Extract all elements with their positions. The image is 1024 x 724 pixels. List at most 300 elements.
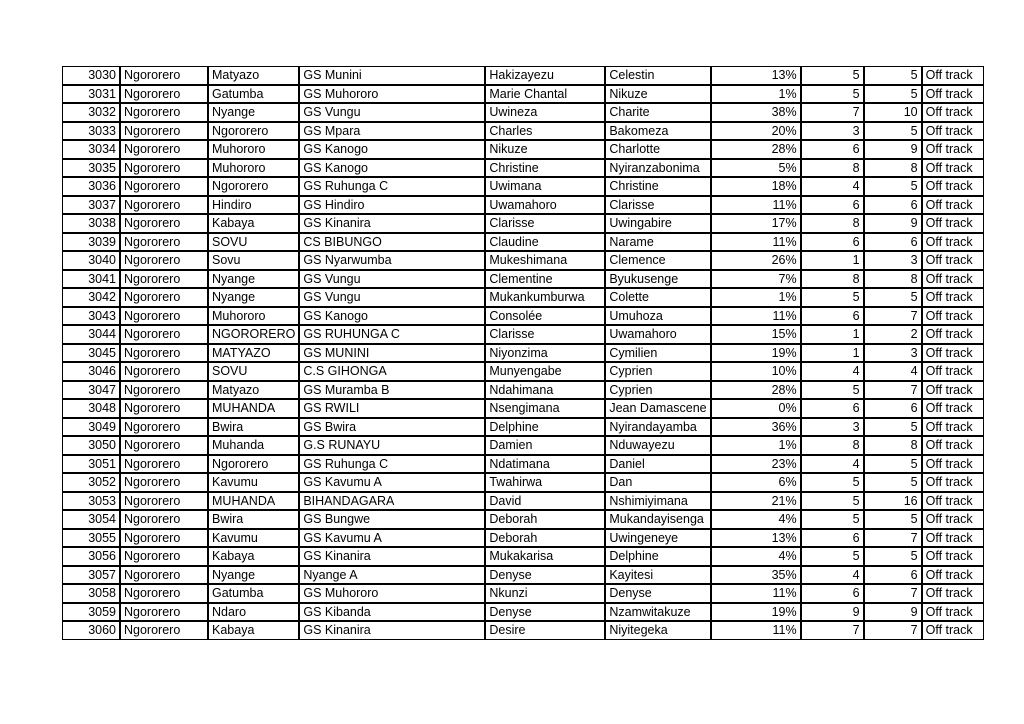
cell-num_b: 3 bbox=[864, 344, 922, 363]
cell-num_b: 5 bbox=[864, 177, 922, 196]
cell-school: GS Kinanira bbox=[299, 621, 485, 640]
cell-last_name: Byukusenge bbox=[605, 270, 710, 289]
cell-status: Off track bbox=[922, 381, 984, 400]
table-row bbox=[62, 325, 984, 344]
table-row bbox=[62, 603, 984, 622]
cell-percent: 11% bbox=[711, 196, 801, 215]
cell-num_b: 7 bbox=[864, 307, 922, 326]
cell-num_b: 6 bbox=[864, 233, 922, 252]
cell-sector: Kabaya bbox=[208, 214, 299, 233]
cell-percent: 23% bbox=[711, 455, 801, 474]
cell-sector: MATYAZO bbox=[208, 344, 299, 363]
cell-num_a: 8 bbox=[801, 436, 864, 455]
cell-id: 3030 bbox=[62, 66, 120, 85]
cell-district: Ngororero bbox=[120, 566, 208, 585]
cell-percent: 18% bbox=[711, 177, 801, 196]
cell-num_a: 3 bbox=[801, 418, 864, 437]
cell-num_b: 5 bbox=[864, 418, 922, 437]
cell-sector: Ngororero bbox=[208, 455, 299, 474]
cell-percent: 1% bbox=[711, 288, 801, 307]
cell-id: 3057 bbox=[62, 566, 120, 585]
cell-id: 3060 bbox=[62, 621, 120, 640]
cell-district: Ngororero bbox=[120, 547, 208, 566]
cell-last_name: Cymilien bbox=[605, 344, 710, 363]
cell-school: GS RWILI bbox=[299, 399, 485, 418]
cell-district: Ngororero bbox=[120, 288, 208, 307]
cell-percent: 28% bbox=[711, 140, 801, 159]
cell-id: 3041 bbox=[62, 270, 120, 289]
cell-status: Off track bbox=[922, 436, 984, 455]
cell-first_name: Denyse bbox=[485, 603, 605, 622]
cell-first_name: Desire bbox=[485, 621, 605, 640]
cell-id: 3049 bbox=[62, 418, 120, 437]
cell-sector: Ndaro bbox=[208, 603, 299, 622]
cell-first_name: Uwineza bbox=[485, 103, 605, 122]
cell-id: 3053 bbox=[62, 492, 120, 511]
cell-school: GS Vungu bbox=[299, 288, 485, 307]
cell-id: 3045 bbox=[62, 344, 120, 363]
cell-id: 3031 bbox=[62, 85, 120, 104]
cell-percent: 36% bbox=[711, 418, 801, 437]
cell-percent: 5% bbox=[711, 159, 801, 178]
cell-first_name: Uwamahoro bbox=[485, 196, 605, 215]
cell-num_b: 7 bbox=[864, 381, 922, 400]
cell-percent: 38% bbox=[711, 103, 801, 122]
cell-first_name: Uwimana bbox=[485, 177, 605, 196]
cell-last_name: Niyitegeka bbox=[605, 621, 710, 640]
cell-id: 3054 bbox=[62, 510, 120, 529]
cell-district: Ngororero bbox=[120, 362, 208, 381]
cell-school: GS Kavumu A bbox=[299, 529, 485, 548]
cell-num_a: 8 bbox=[801, 159, 864, 178]
cell-num_b: 9 bbox=[864, 140, 922, 159]
cell-district: Ngororero bbox=[120, 307, 208, 326]
cell-percent: 20% bbox=[711, 122, 801, 141]
cell-sector: NGORORERO bbox=[208, 325, 299, 344]
table-row bbox=[62, 529, 984, 548]
cell-id: 3051 bbox=[62, 455, 120, 474]
cell-num_b: 10 bbox=[864, 103, 922, 122]
cell-num_a: 6 bbox=[801, 399, 864, 418]
cell-sector: Ngororero bbox=[208, 122, 299, 141]
cell-school: GS Vungu bbox=[299, 270, 485, 289]
cell-num_a: 6 bbox=[801, 307, 864, 326]
cell-status: Off track bbox=[922, 473, 984, 492]
cell-num_b: 5 bbox=[864, 122, 922, 141]
cell-sector: Muhororo bbox=[208, 159, 299, 178]
cell-status: Off track bbox=[922, 85, 984, 104]
cell-school: GS Munini bbox=[299, 66, 485, 85]
cell-school: GS Kinanira bbox=[299, 547, 485, 566]
cell-status: Off track bbox=[922, 307, 984, 326]
cell-status: Off track bbox=[922, 492, 984, 511]
cell-last_name: Clemence bbox=[605, 251, 710, 270]
cell-first_name: Ndatimana bbox=[485, 455, 605, 474]
cell-num_b: 16 bbox=[864, 492, 922, 511]
table-row bbox=[62, 251, 984, 270]
cell-num_a: 7 bbox=[801, 103, 864, 122]
cell-percent: 1% bbox=[711, 436, 801, 455]
cell-sector: Muhororo bbox=[208, 307, 299, 326]
cell-num_b: 5 bbox=[864, 85, 922, 104]
cell-num_a: 5 bbox=[801, 473, 864, 492]
cell-num_a: 5 bbox=[801, 85, 864, 104]
cell-last_name: Kayitesi bbox=[605, 566, 710, 585]
cell-last_name: Cyprien bbox=[605, 362, 710, 381]
cell-last_name: Denyse bbox=[605, 584, 710, 603]
cell-num_b: 5 bbox=[864, 510, 922, 529]
cell-status: Off track bbox=[922, 566, 984, 585]
cell-first_name: Nikuze bbox=[485, 140, 605, 159]
cell-status: Off track bbox=[922, 603, 984, 622]
cell-status: Off track bbox=[922, 325, 984, 344]
cell-percent: 15% bbox=[711, 325, 801, 344]
cell-percent: 11% bbox=[711, 233, 801, 252]
cell-school: GS Kibanda bbox=[299, 603, 485, 622]
cell-percent: 17% bbox=[711, 214, 801, 233]
table-row bbox=[62, 584, 984, 603]
cell-sector: Muhororo bbox=[208, 140, 299, 159]
cell-sector: Bwira bbox=[208, 418, 299, 437]
cell-school: CS BIBUNGO bbox=[299, 233, 485, 252]
table-row bbox=[62, 233, 984, 252]
cell-num_a: 5 bbox=[801, 510, 864, 529]
cell-status: Off track bbox=[922, 344, 984, 363]
cell-first_name: Clementine bbox=[485, 270, 605, 289]
cell-id: 3058 bbox=[62, 584, 120, 603]
cell-last_name: Jean Damascene bbox=[605, 399, 710, 418]
cell-district: Ngororero bbox=[120, 584, 208, 603]
cell-first_name: Ndahimana bbox=[485, 381, 605, 400]
cell-last_name: Nyiranzabonima bbox=[605, 159, 710, 178]
cell-school: GS Mpara bbox=[299, 122, 485, 141]
cell-last_name: Dan bbox=[605, 473, 710, 492]
cell-district: Ngororero bbox=[120, 381, 208, 400]
cell-status: Off track bbox=[922, 233, 984, 252]
cell-first_name: Nkunzi bbox=[485, 584, 605, 603]
cell-school: Nyange A bbox=[299, 566, 485, 585]
cell-num_a: 5 bbox=[801, 288, 864, 307]
table-row bbox=[62, 455, 984, 474]
cell-percent: 7% bbox=[711, 270, 801, 289]
cell-school: GS Kanogo bbox=[299, 307, 485, 326]
cell-num_a: 5 bbox=[801, 66, 864, 85]
cell-first_name: Claudine bbox=[485, 233, 605, 252]
cell-num_a: 5 bbox=[801, 381, 864, 400]
table-row bbox=[62, 214, 984, 233]
cell-school: GS Bungwe bbox=[299, 510, 485, 529]
cell-status: Off track bbox=[922, 159, 984, 178]
cell-num_b: 7 bbox=[864, 529, 922, 548]
cell-num_a: 6 bbox=[801, 529, 864, 548]
cell-status: Off track bbox=[922, 418, 984, 437]
cell-percent: 11% bbox=[711, 621, 801, 640]
cell-status: Off track bbox=[922, 529, 984, 548]
cell-first_name: Clarisse bbox=[485, 214, 605, 233]
cell-last_name: Nyirandayamba bbox=[605, 418, 710, 437]
cell-status: Off track bbox=[922, 177, 984, 196]
cell-sector: Bwira bbox=[208, 510, 299, 529]
cell-num_b: 8 bbox=[864, 159, 922, 178]
cell-num_a: 4 bbox=[801, 177, 864, 196]
cell-id: 3038 bbox=[62, 214, 120, 233]
table-row bbox=[62, 362, 984, 381]
cell-last_name: Umuhoza bbox=[605, 307, 710, 326]
table-row bbox=[62, 436, 984, 455]
cell-district: Ngororero bbox=[120, 214, 208, 233]
cell-school: GS Ruhunga C bbox=[299, 177, 485, 196]
cell-sector: Kavumu bbox=[208, 473, 299, 492]
cell-district: Ngororero bbox=[120, 344, 208, 363]
cell-district: Ngororero bbox=[120, 159, 208, 178]
cell-district: Ngororero bbox=[120, 436, 208, 455]
cell-sector: MUHANDA bbox=[208, 399, 299, 418]
cell-id: 3059 bbox=[62, 603, 120, 622]
cell-sector: Nyange bbox=[208, 270, 299, 289]
cell-percent: 28% bbox=[711, 381, 801, 400]
cell-last_name: Celestin bbox=[605, 66, 710, 85]
table-row bbox=[62, 270, 984, 289]
cell-first_name: Clarisse bbox=[485, 325, 605, 344]
cell-id: 3055 bbox=[62, 529, 120, 548]
cell-num_a: 4 bbox=[801, 455, 864, 474]
data-table bbox=[62, 66, 984, 640]
cell-id: 3034 bbox=[62, 140, 120, 159]
cell-num_a: 9 bbox=[801, 603, 864, 622]
cell-last_name: Uwingabire bbox=[605, 214, 710, 233]
cell-last_name: Narame bbox=[605, 233, 710, 252]
cell-num_b: 7 bbox=[864, 584, 922, 603]
table-row bbox=[62, 547, 984, 566]
cell-id: 3050 bbox=[62, 436, 120, 455]
table-row bbox=[62, 621, 984, 640]
cell-num_a: 6 bbox=[801, 140, 864, 159]
cell-school: GS Muhororo bbox=[299, 85, 485, 104]
cell-sector: Kavumu bbox=[208, 529, 299, 548]
cell-sector: Muhanda bbox=[208, 436, 299, 455]
cell-sector: Kabaya bbox=[208, 621, 299, 640]
cell-status: Off track bbox=[922, 584, 984, 603]
cell-num_b: 3 bbox=[864, 251, 922, 270]
cell-id: 3056 bbox=[62, 547, 120, 566]
cell-num_a: 4 bbox=[801, 362, 864, 381]
cell-last_name: Clarisse bbox=[605, 196, 710, 215]
cell-id: 3040 bbox=[62, 251, 120, 270]
cell-first_name: Mukeshimana bbox=[485, 251, 605, 270]
cell-district: Ngororero bbox=[120, 325, 208, 344]
cell-first_name: Christine bbox=[485, 159, 605, 178]
cell-id: 3043 bbox=[62, 307, 120, 326]
cell-sector: MUHANDA bbox=[208, 492, 299, 511]
cell-sector: Hindiro bbox=[208, 196, 299, 215]
cell-num_a: 8 bbox=[801, 214, 864, 233]
cell-sector: SOVU bbox=[208, 233, 299, 252]
cell-last_name: Mukandayisenga bbox=[605, 510, 710, 529]
cell-num_a: 8 bbox=[801, 270, 864, 289]
cell-num_b: 9 bbox=[864, 214, 922, 233]
cell-district: Ngororero bbox=[120, 455, 208, 474]
table-row bbox=[62, 122, 984, 141]
cell-sector: Ngororero bbox=[208, 177, 299, 196]
table-row bbox=[62, 473, 984, 492]
table-row bbox=[62, 85, 984, 104]
table-row bbox=[62, 566, 984, 585]
cell-first_name: Denyse bbox=[485, 566, 605, 585]
cell-percent: 1% bbox=[711, 85, 801, 104]
cell-sector: Gatumba bbox=[208, 584, 299, 603]
cell-num_b: 5 bbox=[864, 547, 922, 566]
cell-percent: 4% bbox=[711, 510, 801, 529]
cell-sector: Nyange bbox=[208, 566, 299, 585]
cell-school: GS Hindiro bbox=[299, 196, 485, 215]
cell-num_a: 6 bbox=[801, 233, 864, 252]
cell-id: 3033 bbox=[62, 122, 120, 141]
cell-status: Off track bbox=[922, 103, 984, 122]
cell-status: Off track bbox=[922, 621, 984, 640]
cell-district: Ngororero bbox=[120, 140, 208, 159]
cell-district: Ngororero bbox=[120, 529, 208, 548]
cell-status: Off track bbox=[922, 66, 984, 85]
cell-num_a: 7 bbox=[801, 621, 864, 640]
table-row bbox=[62, 159, 984, 178]
cell-num_a: 6 bbox=[801, 196, 864, 215]
cell-district: Ngororero bbox=[120, 510, 208, 529]
cell-percent: 26% bbox=[711, 251, 801, 270]
cell-last_name: Nikuze bbox=[605, 85, 710, 104]
cell-num_a: 5 bbox=[801, 547, 864, 566]
cell-id: 3037 bbox=[62, 196, 120, 215]
cell-district: Ngororero bbox=[120, 270, 208, 289]
cell-sector: Nyange bbox=[208, 103, 299, 122]
cell-num_a: 4 bbox=[801, 566, 864, 585]
cell-sector: Nyange bbox=[208, 288, 299, 307]
cell-num_b: 7 bbox=[864, 621, 922, 640]
cell-last_name: Nzamwitakuze bbox=[605, 603, 710, 622]
cell-district: Ngororero bbox=[120, 603, 208, 622]
cell-id: 3044 bbox=[62, 325, 120, 344]
cell-num_b: 2 bbox=[864, 325, 922, 344]
cell-school: GS MUNINI bbox=[299, 344, 485, 363]
cell-status: Off track bbox=[922, 122, 984, 141]
cell-last_name: Nduwayezu bbox=[605, 436, 710, 455]
cell-district: Ngororero bbox=[120, 473, 208, 492]
cell-id: 3047 bbox=[62, 381, 120, 400]
cell-status: Off track bbox=[922, 288, 984, 307]
table-row bbox=[62, 344, 984, 363]
cell-percent: 11% bbox=[711, 307, 801, 326]
cell-district: Ngororero bbox=[120, 85, 208, 104]
cell-percent: 19% bbox=[711, 603, 801, 622]
cell-last_name: Colette bbox=[605, 288, 710, 307]
cell-status: Off track bbox=[922, 196, 984, 215]
cell-school: GS Kinanira bbox=[299, 214, 485, 233]
cell-status: Off track bbox=[922, 362, 984, 381]
cell-school: GS Kanogo bbox=[299, 159, 485, 178]
cell-status: Off track bbox=[922, 547, 984, 566]
cell-num_b: 6 bbox=[864, 566, 922, 585]
cell-percent: 19% bbox=[711, 344, 801, 363]
table-body bbox=[62, 66, 984, 640]
cell-num_b: 6 bbox=[864, 196, 922, 215]
cell-first_name: Consolée bbox=[485, 307, 605, 326]
cell-school: GS Muramba B bbox=[299, 381, 485, 400]
cell-id: 3039 bbox=[62, 233, 120, 252]
cell-district: Ngororero bbox=[120, 196, 208, 215]
cell-num_b: 5 bbox=[864, 473, 922, 492]
cell-status: Off track bbox=[922, 455, 984, 474]
cell-id: 3035 bbox=[62, 159, 120, 178]
table-row bbox=[62, 103, 984, 122]
table-row bbox=[62, 196, 984, 215]
cell-first_name: Twahirwa bbox=[485, 473, 605, 492]
cell-id: 3032 bbox=[62, 103, 120, 122]
cell-percent: 4% bbox=[711, 547, 801, 566]
cell-school: GS Ruhunga C bbox=[299, 455, 485, 474]
cell-sector: Kabaya bbox=[208, 547, 299, 566]
cell-school: BIHANDAGARA bbox=[299, 492, 485, 511]
cell-percent: 0% bbox=[711, 399, 801, 418]
table-row bbox=[62, 381, 984, 400]
table-row bbox=[62, 418, 984, 437]
cell-district: Ngororero bbox=[120, 492, 208, 511]
cell-first_name: Niyonzima bbox=[485, 344, 605, 363]
cell-district: Ngororero bbox=[120, 251, 208, 270]
cell-last_name: Christine bbox=[605, 177, 710, 196]
table-row bbox=[62, 399, 984, 418]
table-row bbox=[62, 307, 984, 326]
cell-school: GS Kanogo bbox=[299, 140, 485, 159]
cell-first_name: Mukankumburwa bbox=[485, 288, 605, 307]
cell-district: Ngororero bbox=[120, 103, 208, 122]
cell-sector: Matyazo bbox=[208, 66, 299, 85]
table-row bbox=[62, 492, 984, 511]
cell-last_name: Uwingeneye bbox=[605, 529, 710, 548]
cell-first_name: Munyengabe bbox=[485, 362, 605, 381]
cell-school: GS Vungu bbox=[299, 103, 485, 122]
cell-num_b: 8 bbox=[864, 270, 922, 289]
cell-id: 3048 bbox=[62, 399, 120, 418]
cell-first_name: Marie Chantal bbox=[485, 85, 605, 104]
table-row bbox=[62, 177, 984, 196]
table-row bbox=[62, 140, 984, 159]
cell-last_name: Nshimiyimana bbox=[605, 492, 710, 511]
cell-status: Off track bbox=[922, 399, 984, 418]
cell-percent: 21% bbox=[711, 492, 801, 511]
cell-status: Off track bbox=[922, 510, 984, 529]
cell-num_a: 3 bbox=[801, 122, 864, 141]
cell-sector: Sovu bbox=[208, 251, 299, 270]
cell-school: GS RUHUNGA C bbox=[299, 325, 485, 344]
cell-school: GS Nyarwumba bbox=[299, 251, 485, 270]
cell-district: Ngororero bbox=[120, 177, 208, 196]
table-row bbox=[62, 288, 984, 307]
cell-first_name: Hakizayezu bbox=[485, 66, 605, 85]
cell-district: Ngororero bbox=[120, 621, 208, 640]
cell-id: 3042 bbox=[62, 288, 120, 307]
cell-num_b: 5 bbox=[864, 66, 922, 85]
cell-num_b: 8 bbox=[864, 436, 922, 455]
cell-percent: 35% bbox=[711, 566, 801, 585]
cell-first_name: Deborah bbox=[485, 529, 605, 548]
cell-status: Off track bbox=[922, 140, 984, 159]
cell-first_name: Mukakarisa bbox=[485, 547, 605, 566]
cell-first_name: Deborah bbox=[485, 510, 605, 529]
cell-school: GS Kavumu A bbox=[299, 473, 485, 492]
cell-num_a: 5 bbox=[801, 492, 864, 511]
table-row bbox=[62, 66, 984, 85]
cell-percent: 6% bbox=[711, 473, 801, 492]
cell-last_name: Bakomeza bbox=[605, 122, 710, 141]
